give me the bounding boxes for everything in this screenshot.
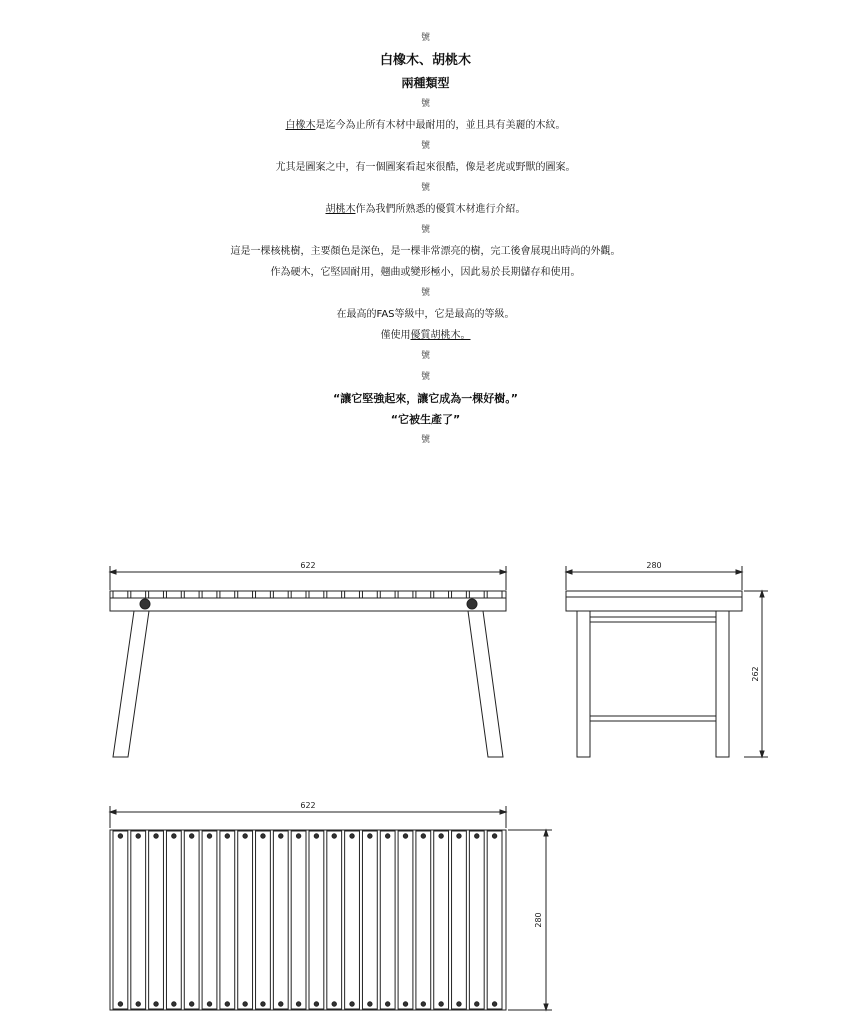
screw-icon: [225, 1002, 229, 1006]
front-slat: [487, 591, 502, 598]
text-line-suffix: 是迄今為止所有木材中最耐用的，並且具有美麗的木紋。: [315, 120, 566, 131]
front-slat: [345, 591, 360, 598]
screw-icon: [421, 834, 425, 838]
front-width-label: 622: [300, 561, 316, 570]
screw-icon: [475, 1002, 479, 1006]
text-line-suffix: 作為我們所熟悉的優質木材進行介紹。: [355, 204, 526, 215]
top-slat: [273, 831, 288, 1009]
top-slat: [345, 831, 360, 1009]
front-view: [110, 566, 506, 757]
front-slat: [256, 591, 271, 598]
screw-icon: [439, 1002, 443, 1006]
mark-line: 號: [420, 225, 430, 235]
screw-icon: [207, 1002, 211, 1006]
top-slat: [362, 831, 377, 1009]
screw-icon: [350, 1002, 354, 1006]
top-slat: [238, 831, 253, 1009]
front-slat: [113, 591, 128, 598]
screw-icon: [492, 1002, 496, 1006]
screw-icon: [136, 1002, 140, 1006]
mark-line: 號: [420, 288, 430, 298]
screw-icon: [243, 834, 247, 838]
text-line-prefix: 白橡木: [285, 120, 316, 131]
front-slat: [469, 591, 484, 598]
text-line: 白橡木、胡桃木: [379, 53, 471, 68]
side-width-label: 280: [646, 561, 662, 570]
screw-icon: [261, 834, 265, 838]
front-slat: [452, 591, 467, 598]
front-slat: [273, 591, 288, 598]
top-slat: [309, 831, 324, 1009]
screw-icon: [457, 834, 461, 838]
top-slat: [113, 831, 128, 1009]
front-slat: [327, 591, 342, 598]
screw-icon: [296, 1002, 300, 1006]
screw-icon: [189, 1002, 193, 1006]
top-slat: [291, 831, 306, 1009]
screw-icon: [154, 1002, 158, 1006]
top-slat: [398, 831, 413, 1009]
top-slat: [184, 831, 199, 1009]
mark-line: 號: [420, 183, 430, 193]
top-slat: [256, 831, 271, 1009]
top-slat: [149, 831, 164, 1009]
screw-icon: [279, 834, 283, 838]
top-depth-label: 280: [534, 912, 543, 928]
top-slat: [416, 831, 431, 1009]
front-slat: [291, 591, 306, 598]
screw-icon: [172, 834, 176, 838]
front-slat: [380, 591, 395, 598]
screw-icon: [261, 1002, 265, 1006]
front-slat: [166, 591, 181, 598]
screw-icon: [403, 834, 407, 838]
screw-icon: [136, 834, 140, 838]
front-slat: [434, 591, 449, 598]
top-slat: [220, 831, 235, 1009]
text-line: “它被生產了”: [390, 413, 461, 426]
screw-icon: [350, 834, 354, 838]
front-slat: [309, 591, 324, 598]
text-line-prefix: 胡桃木: [325, 204, 356, 215]
text-line: 尤其是圖案之中，有一個圖案看起來很酷，像是老虎或野獸的圖案。: [275, 162, 576, 173]
top-slat: [166, 831, 181, 1009]
top-slat: [434, 831, 449, 1009]
text-line: “讓它堅強起來，讓它成為一棵好樹。”: [333, 392, 518, 405]
front-slat: [131, 591, 146, 598]
text-line-prefix: 僅使用: [380, 330, 411, 341]
screw-icon: [118, 1002, 122, 1006]
screw-icon: [154, 834, 158, 838]
screw-icon: [225, 834, 229, 838]
screw-icon: [332, 1002, 336, 1006]
side-view: [566, 566, 768, 757]
screw-icon: [118, 834, 122, 838]
screw-icon: [475, 834, 479, 838]
top-width-label: 622: [300, 801, 316, 810]
mark-line: 號: [420, 435, 430, 445]
screw-icon: [457, 1002, 461, 1006]
text-line: 在最高的FAS等級中，它是最高的等級。: [336, 309, 515, 320]
top-slat: [327, 831, 342, 1009]
side-height-label: 262: [751, 666, 760, 682]
top-slat: [380, 831, 395, 1009]
top-slat: [469, 831, 484, 1009]
front-slat: [220, 591, 235, 598]
screw-icon: [421, 1002, 425, 1006]
front-slat: [416, 591, 431, 598]
screw-icon: [439, 834, 443, 838]
mark-line: 號: [420, 351, 430, 361]
mark-line: 號: [420, 372, 430, 382]
screw-icon: [403, 1002, 407, 1006]
screw-icon: [296, 834, 300, 838]
screw-icon: [189, 834, 193, 838]
screw-icon: [172, 1002, 176, 1006]
front-slat: [362, 591, 377, 598]
screw-icon: [368, 1002, 372, 1006]
screw-icon: [314, 834, 318, 838]
screw-icon: [332, 834, 336, 838]
front-slat: [238, 591, 253, 598]
top-slat: [452, 831, 467, 1009]
text-line: 兩種類型: [401, 76, 450, 90]
text-line: 作為硬木，它堅固耐用，翹曲或變形極小，因此易於長期儲存和使用。: [270, 267, 581, 278]
mark-line: 號: [420, 33, 430, 43]
screw-icon: [243, 1002, 247, 1006]
front-slat: [398, 591, 413, 598]
screw-icon: [279, 1002, 283, 1006]
mark-line: 號: [420, 141, 430, 151]
screw-icon: [385, 834, 389, 838]
top-slat: [131, 831, 146, 1009]
front-slat: [184, 591, 199, 598]
screw-icon: [207, 834, 211, 838]
text-line-suffix: 優質胡桃木。: [410, 330, 471, 341]
front-slat: [202, 591, 217, 598]
front-slat: [149, 591, 164, 598]
top-slat: [487, 831, 502, 1009]
screw-icon: [368, 834, 372, 838]
screw-icon: [314, 1002, 318, 1006]
mark-line: 號: [420, 99, 430, 109]
top-slat: [202, 831, 217, 1009]
screw-icon: [492, 834, 496, 838]
screw-icon: [385, 1002, 389, 1006]
text-line: 這是一棵核桃樹，主要顏色是深色，是一棵非常漂亮的樹，完工後會展現出時尚的外觀。: [230, 246, 621, 257]
top-view: [110, 806, 552, 1010]
